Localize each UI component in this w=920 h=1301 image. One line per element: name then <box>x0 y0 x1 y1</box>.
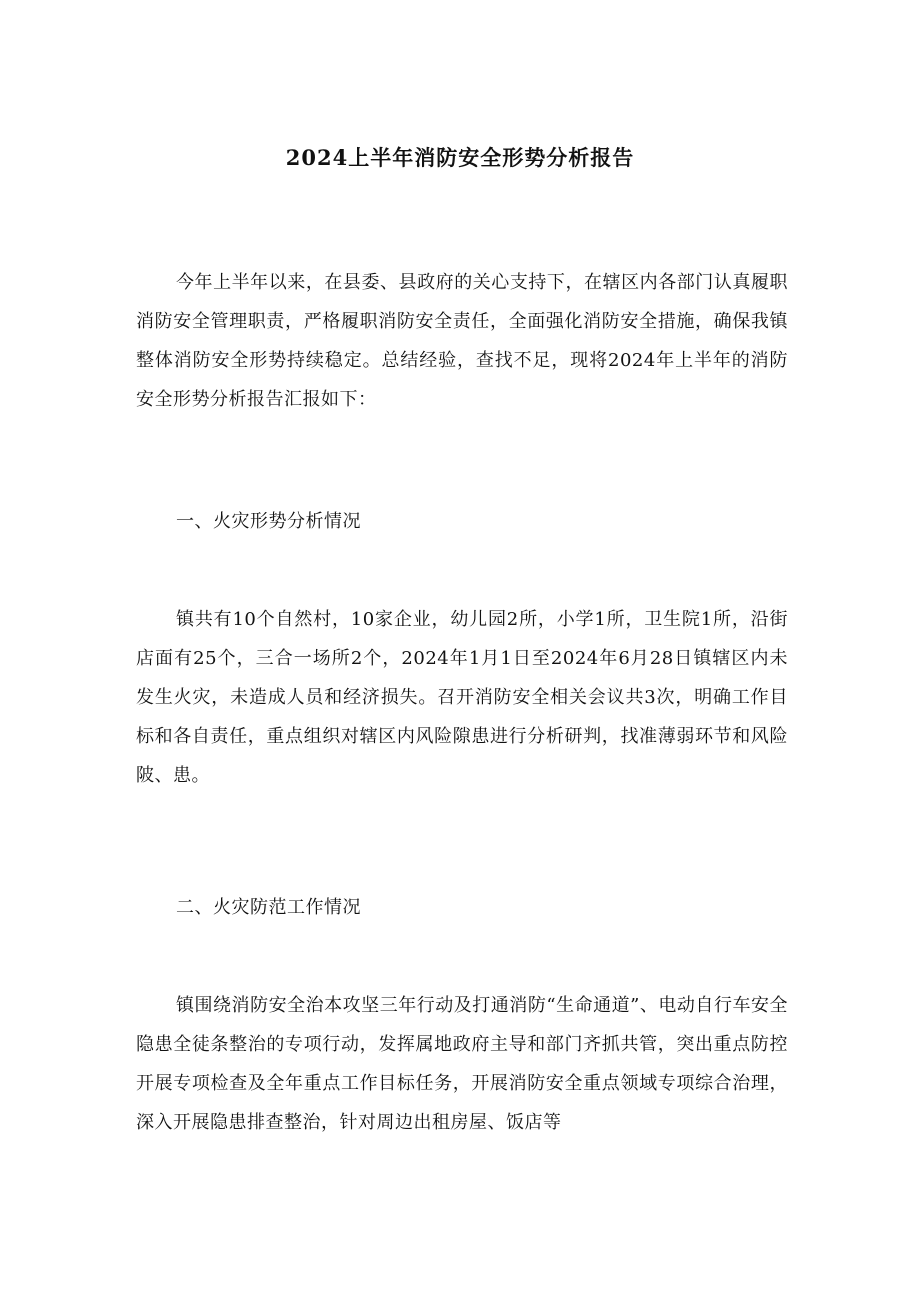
section-1-heading: 一、火灾形势分析情况 <box>176 511 361 532</box>
section-1-body: 镇共有10个自然村，10家企业，幼儿园2所，小学1所，卫生院1所，沿街店面有25个，三合一场所2个，2024年1月1日至2024年6月28日镇辖区内未发生火灾，未造成人员和经济损失。召开消防安全相关会议共3次，明确工作目标和各自责任，重点组织对辖区内风险隙患进行分析研判，找准薄弱环节和风险陂、患。 <box>136 609 788 786</box>
section-2-body: 镇围绕消防安全治本攻坚三年行动及打通消防“生命通道”、电动自行车安全隐患全徒条整治的专项行动，发挥属地政府主导和部门齐抓共管，突出重点防控开展专项检查及全年重点工作目标任务，开展消防安全重点领域专项综合治理，深入开展隐患排查整治，针对周边出租房屋、饭店等 <box>136 995 788 1133</box>
intro-paragraph: 今年上半年以来，在县委、县政府的关心支持下，在辖区内各部门认真履职消防安全管理职责，严格履职消防安全责任，全面强化消防安全措施，确保我镇整体消防安全形势持续稳定。总结经验，查找不足，现将2024年上半年的消防安全形势分析报告汇报如下： <box>136 272 788 410</box>
section-2-heading: 二、火灾防范工作情况 <box>176 897 361 918</box>
document-title: 2024上半年消防安全形势分析报告 <box>285 145 635 170</box>
